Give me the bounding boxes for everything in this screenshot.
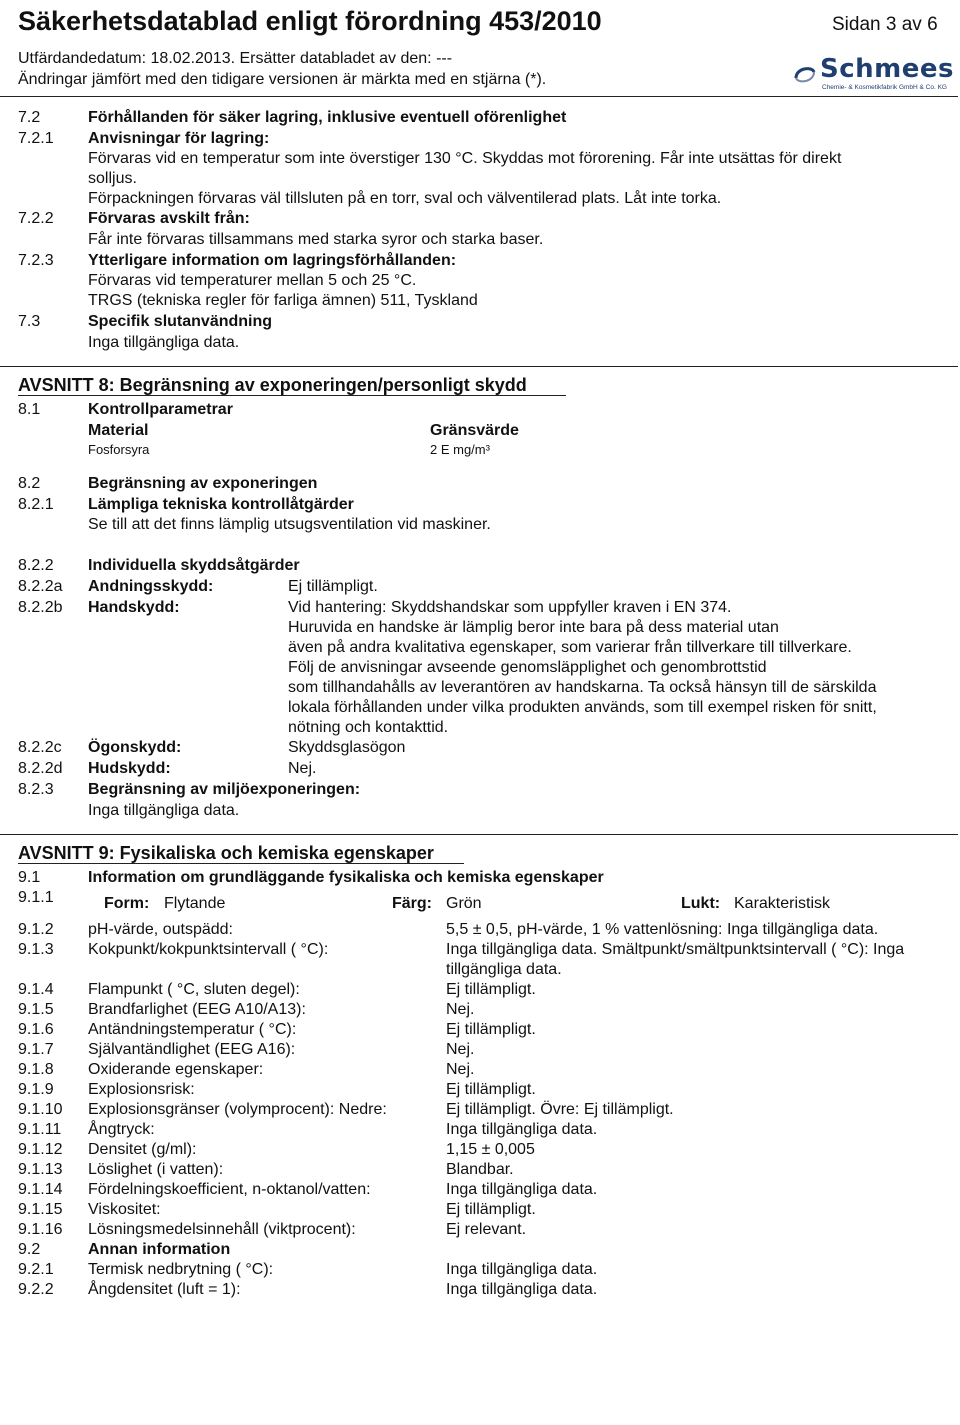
header-divider (0, 96, 958, 97)
section-title: AVSNITT 9: Fysikaliska och kemiska egenskaper (18, 843, 434, 863)
property-value: Inga tillgängliga data. (446, 1281, 598, 1298)
property-value: Ej relevant. (446, 1221, 527, 1238)
subsection-heading: Kontrollparametrar (88, 401, 233, 418)
property-value: Blandbar. (446, 1161, 514, 1178)
subsection-heading: Förvaras avskilt från: (88, 210, 250, 227)
section-number: 7.2.2 (18, 210, 54, 227)
property-value: Ej tillämpligt. (446, 1201, 536, 1218)
property-number: 9.1.2 (18, 921, 54, 938)
subsection-heading: Förhållanden för säker lagring, inklusive eventuell oförenlighet (88, 109, 567, 126)
table-header-material: Material (88, 422, 149, 439)
property-number: 9.1.16 (18, 1221, 63, 1238)
body-text: Se till att det finns lämplig utsugsventilation vid maskiner. (88, 516, 491, 533)
section-title-underline (18, 863, 464, 864)
field-label: Ögonskydd: (88, 739, 182, 756)
property-number: 9.1.12 (18, 1141, 63, 1158)
property-number: 9.2.2 (18, 1281, 54, 1298)
subsection-heading: Annan information (88, 1241, 231, 1258)
form-value: Flytande (164, 895, 226, 912)
form-label: Form: (104, 895, 150, 912)
property-label: Explosionsrisk: (88, 1081, 195, 1098)
property-value: Nej. (446, 1041, 475, 1058)
property-value: Ej tillämpligt. (446, 1081, 536, 1098)
body-text: TRGS (tekniska regler för farliga ämnen) 511, Tyskland (88, 292, 478, 309)
property-number: 9.1.3 (18, 941, 54, 958)
section-title: AVSNITT 8: Begränsning av exponeringen/personligt skydd (18, 375, 527, 395)
property-label: Explosionsgränser (volymprocent): Nedre: (88, 1101, 387, 1118)
section-number: 7.3 (18, 313, 41, 330)
property-label: Självantändlighet (EEG A16): (88, 1041, 296, 1058)
property-value: tillgängliga data. (446, 961, 562, 978)
subsection-heading: Begränsning av miljöexponeringen: (88, 781, 361, 798)
property-label: Ångtryck: (88, 1121, 155, 1138)
logo-swirl-icon (792, 62, 818, 88)
field-label: Hudskydd: (88, 760, 171, 777)
property-label: Kokpunkt/kokpunktsintervall ( °C): (88, 941, 329, 958)
logo-wordmark: Schmees (820, 54, 954, 84)
table-cell-material: Fosforsyra (88, 442, 150, 457)
property-number: 9.1.11 (18, 1121, 62, 1138)
color-value: Grön (446, 895, 482, 912)
property-label: Antändningstemperatur ( °C): (88, 1021, 297, 1038)
property-number: 9.1.14 (18, 1181, 63, 1198)
property-value: Inga tillgängliga data. (446, 1261, 598, 1278)
section-number: 8.2.2 (18, 557, 54, 574)
section-divider (0, 834, 958, 835)
section-number: 8.2.2b (18, 599, 63, 616)
property-number: 9.1.7 (18, 1041, 54, 1058)
property-value: 5,5 ± 0,5, pH-värde, 1 % vattenlösning: Inga tillgängliga data. (446, 921, 879, 938)
body-text: Får inte förvaras tillsammans med starka syror och starka baser. (88, 231, 544, 248)
property-value: Inga tillgängliga data. Smältpunkt/smältpunktsintervall ( °C): Inga (446, 941, 905, 958)
field-value: Nej. (288, 760, 317, 777)
section-number: 9.1 (18, 869, 41, 886)
property-label: Löslighet (i vatten): (88, 1161, 224, 1178)
section-number: 8.2.2a (18, 578, 63, 595)
logo-subtitle: Chemie- & Kosmetikfabrik GmbH & Co. KG (822, 84, 947, 91)
property-number: 9.1.6 (18, 1021, 54, 1038)
field-value: som tillhandahålls av leverantören av handskarna. Ta också hänsyn till de särskilda (288, 679, 877, 696)
section-number: 8.1 (18, 401, 41, 418)
property-label: Termisk nedbrytning ( °C): (88, 1261, 274, 1278)
field-value: även på andra kvalitativa egenskaper, som varierar från tillverkare till tillverkare. (288, 639, 852, 656)
body-text: Förpackningen förvaras väl tillsluten på en torr, sval och välventilerad plats. Låt inte torka. (88, 190, 722, 207)
section-number: 7.2 (18, 109, 41, 126)
property-label: Brandfarlighet (EEG A10/A13): (88, 1001, 306, 1018)
body-text: Inga tillgängliga data. (88, 802, 240, 819)
section-number: 9.2 (18, 1241, 41, 1258)
color-label: Färg: (392, 895, 432, 912)
subsection-heading: Specifik slutanvändning (88, 313, 273, 330)
property-label: pH-värde, outspädd: (88, 921, 233, 938)
property-label: Densitet (g/ml): (88, 1141, 197, 1158)
section-divider (0, 366, 958, 367)
property-number: 9.1.15 (18, 1201, 63, 1218)
company-logo (792, 54, 954, 94)
property-label: Lösningsmedelsinnehåll (viktprocent): (88, 1221, 356, 1238)
property-label: Ångdensitet (luft = 1): (88, 1281, 241, 1298)
property-number: 9.1.5 (18, 1001, 54, 1018)
property-label: Fördelningskoefficient, n-oktanol/vatten: (88, 1181, 371, 1198)
section-number: 8.2.2c (18, 739, 62, 756)
field-value: Följ de anvisningar avseende genomsläpplighet och genombrottstid (288, 659, 767, 676)
property-label: Flampunkt ( °C, sluten degel): (88, 981, 300, 998)
subsection-heading: Information om grundläggande fysikaliska och kemiska egenskaper (88, 869, 604, 886)
issue-date-line: Utfärdandedatum: 18.02.2013. Ersätter databladet av den: --- (18, 50, 453, 67)
subsection-heading: Begränsning av exponeringen (88, 475, 318, 492)
field-value: lokala förhållanden under vilka produkten används, som till exempel risken för snitt, (288, 699, 877, 716)
field-label: Andningsskydd: (88, 578, 214, 595)
property-number: 9.2.1 (18, 1261, 54, 1278)
section-number: 8.2.2d (18, 760, 63, 777)
property-number: 9.1.9 (18, 1081, 54, 1098)
field-value: Ej tillämpligt. (288, 578, 378, 595)
page-number: Sidan 3 av 6 (832, 14, 938, 35)
field-value: Vid hantering: Skyddshandskar som uppfyller kraven i EN 374. (288, 599, 732, 616)
subsection-heading: Ytterligare information om lagringsförhållanden: (88, 252, 457, 269)
property-value: Nej. (446, 1061, 475, 1078)
property-value: Ej tillämpligt. (446, 981, 536, 998)
property-number: 9.1.13 (18, 1161, 63, 1178)
property-label: Viskositet: (88, 1201, 161, 1218)
document-title: Säkerhetsdatablad enligt förordning 453/2010 (18, 6, 602, 36)
body-text: Förvaras vid temperaturer mellan 5 och 25 °C. (88, 272, 417, 289)
property-value: Inga tillgängliga data. (446, 1181, 598, 1198)
section-number: 8.2 (18, 475, 41, 492)
property-label: Oxiderande egenskaper: (88, 1061, 264, 1078)
section-number: 7.2.3 (18, 252, 54, 269)
body-text: Förvaras vid en temperatur som inte överstiger 130 °C. Skyddas mot förorening. Får inte utsättas för direkt (88, 150, 842, 167)
table-header-limit: Gränsvärde (430, 422, 519, 439)
field-label: Handskydd: (88, 599, 180, 616)
field-value: Skyddsglasögon (288, 739, 406, 756)
section-title-underline (18, 395, 566, 396)
odor-value: Karakteristisk (734, 895, 831, 912)
table-cell-limit: 2 E mg/m³ (430, 442, 490, 457)
changes-note: Ändringar jämfört med den tidigare versionen är märkta med en stjärna (*). (18, 71, 547, 88)
section-number: 9.1.1 (18, 889, 54, 906)
property-value: Ej tillämpligt. Övre: Ej tillämpligt. (446, 1101, 674, 1118)
property-number: 9.1.4 (18, 981, 54, 998)
property-value: Ej tillämpligt. (446, 1021, 536, 1038)
section-number: 7.2.1 (18, 130, 54, 147)
subsection-heading: Lämpliga tekniska kontrollåtgärder (88, 496, 354, 513)
property-value: Inga tillgängliga data. (446, 1121, 598, 1138)
body-text: solljus. (88, 170, 137, 187)
property-value: 1,15 ± 0,005 (446, 1141, 535, 1158)
section-number: 8.2.3 (18, 781, 54, 798)
field-value: nötning och kontakttid. (288, 719, 449, 736)
body-text: Inga tillgängliga data. (88, 334, 240, 351)
subsection-heading: Anvisningar för lagring: (88, 130, 270, 147)
odor-label: Lukt: (681, 895, 721, 912)
section-number: 8.2.1 (18, 496, 54, 513)
field-value: Huruvida en handske är lämplig beror inte bara på dess material utan (288, 619, 779, 636)
subsection-heading: Individuella skyddsåtgärder (88, 557, 300, 574)
property-number: 9.1.10 (18, 1101, 63, 1118)
property-value: Nej. (446, 1001, 475, 1018)
property-number: 9.1.8 (18, 1061, 54, 1078)
